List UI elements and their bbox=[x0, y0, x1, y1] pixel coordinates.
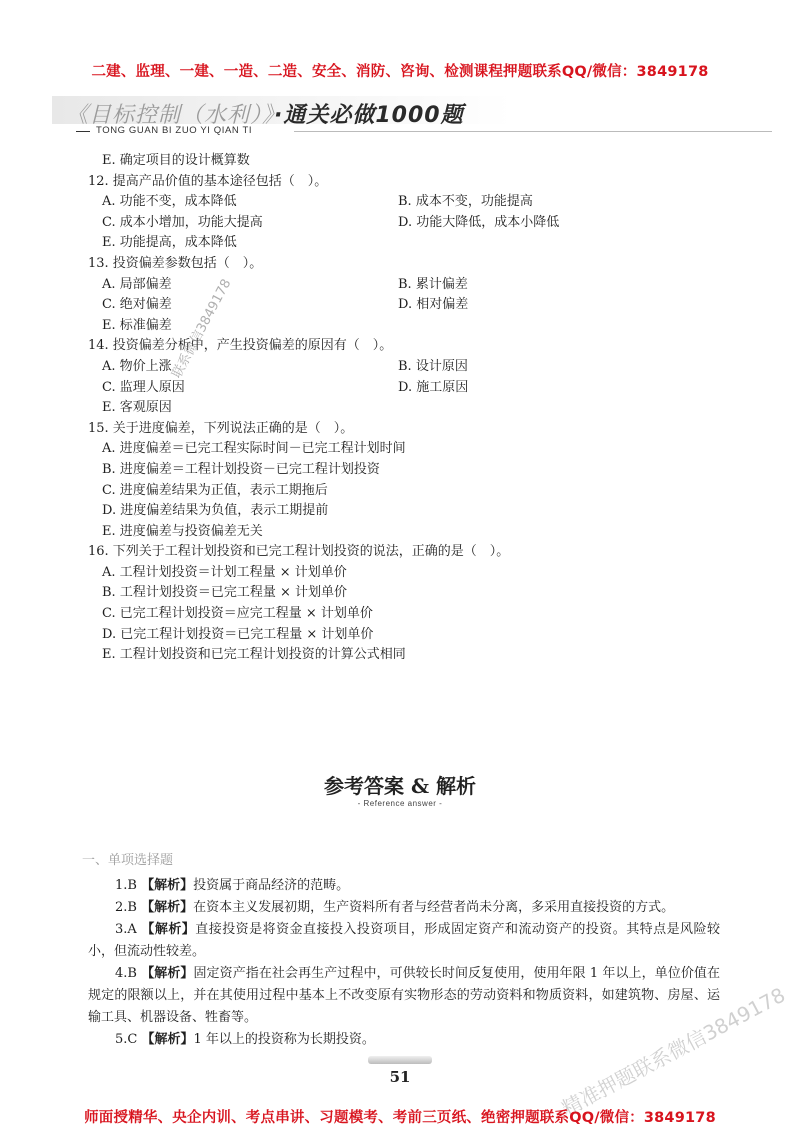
q12-option-a: A. 功能不变，成本降低 bbox=[102, 194, 237, 210]
q15-option-b: B. 进度偏差＝工程计划投资－已完工程计划投资 bbox=[102, 461, 380, 477]
option-row bbox=[88, 481, 748, 502]
answer-item bbox=[88, 919, 720, 963]
answer-item bbox=[88, 1029, 720, 1051]
option-row bbox=[88, 295, 748, 316]
answer-number: 4.B bbox=[115, 966, 137, 981]
answer-text: 固定资产指在社会再生产过程中，可供较长时间反复使用，使用年限 1 年以上，单位价值在规定的限额以上，并在其使用过程中基本上不改变原有实物形态的劳动资料和物质资料，如建筑物、房屋、运输工具、机器设备、牲畜等。 bbox=[88, 966, 720, 1025]
answer-list bbox=[88, 875, 720, 1051]
q15-option-a: A. 进度偏差＝已完工程实际时间－已完工程计划时间 bbox=[102, 441, 406, 457]
option-row bbox=[88, 563, 748, 584]
q14-option-e: E. 客观原因 bbox=[102, 400, 172, 416]
analysis-tag: 【解析】 bbox=[141, 922, 196, 937]
answer-number: 2.B bbox=[115, 900, 137, 915]
q14-option-a: A. 物价上涨 bbox=[102, 358, 172, 374]
answer-number: 1.B bbox=[115, 878, 137, 893]
book-title-pinyin: TONG GUAN BI ZUO YI QIAN TI bbox=[96, 125, 253, 136]
option-row bbox=[88, 439, 748, 460]
option-row bbox=[88, 625, 748, 646]
book-title-prefix: 《目标控制（水利）》 bbox=[66, 103, 275, 128]
option-row bbox=[88, 501, 748, 522]
q14-stem: 14. 投资偏差分析中，产生投资偏差的原因有（ ）。 bbox=[88, 338, 393, 354]
promo-banner-bottom: 师面授精华、央企内训、考点串讲、习题模考、考前三页纸、绝密押题联系QQ/微信：3849178 bbox=[84, 1110, 716, 1126]
q16-stem: 16. 下列关于工程计划投资和已完工程计划投资的说法，正确的是（ ）。 bbox=[88, 544, 510, 560]
analysis-tag: 【解析】 bbox=[141, 900, 194, 915]
question-list bbox=[88, 151, 748, 666]
option-row bbox=[88, 645, 748, 666]
q12-option-e: E. 功能提高，成本降低 bbox=[102, 235, 237, 251]
watermark-diagonal-large: 精准押题联系微信3849178 bbox=[557, 982, 790, 1121]
q12-option-b: B. 成本不变，功能提高 bbox=[398, 194, 533, 210]
answer-text: 直接投资是将资金直接投入投资项目，形成固定资产和流动资产的投资。其特点是风险较小，但流动性较差。 bbox=[88, 922, 720, 959]
q16-option-e: E. 工程计划投资和已完工程计划投资的计算公式相同 bbox=[102, 647, 406, 663]
q13-option-d: D. 相对偏差 bbox=[398, 297, 469, 313]
answer-item bbox=[88, 875, 720, 897]
answer-item bbox=[88, 963, 720, 1029]
page-number: 51 bbox=[389, 1068, 411, 1086]
q12-option-c: C. 成本小增加，功能大提高 bbox=[102, 214, 263, 230]
q16-option-b: B. 工程计划投资＝已完工程量 × 计划单价 bbox=[102, 585, 347, 601]
q16-option-d: D. 已完工程计划投资＝已完工程量 × 计划单价 bbox=[102, 626, 374, 642]
answer-text: 在资本主义发展初期，生产资料所有者与经营者尚未分离，多采用直接投资的方式。 bbox=[193, 900, 675, 915]
q14-option-b: B. 设计原因 bbox=[398, 358, 468, 374]
answer-number: 3.A bbox=[115, 922, 137, 937]
option-row bbox=[88, 604, 748, 625]
single-choice-section-label: 一、单项选择题 bbox=[82, 853, 174, 868]
q15-option-e: E. 进度偏差与投资偏差无关 bbox=[102, 523, 263, 539]
q11-option-e: E. 确定项目的设计概算数 bbox=[102, 153, 250, 168]
analysis-tag: 【解析】 bbox=[141, 966, 194, 981]
book-header bbox=[52, 96, 772, 140]
header-rule-right bbox=[294, 131, 772, 132]
answer-section-subtitle: - Reference answer - bbox=[357, 799, 443, 808]
q13-option-e: E. 标准偏差 bbox=[102, 317, 172, 333]
book-title-suffix: ·通关必做1000题 bbox=[274, 103, 464, 128]
q13-option-a: A. 局部偏差 bbox=[102, 276, 172, 292]
answer-text: 投资属于商品经济的范畴。 bbox=[193, 878, 350, 893]
header-rule-left bbox=[76, 131, 90, 132]
answer-section-title: 参考答案 & 解析 bbox=[324, 774, 476, 798]
promo-banner-top: 二建、监理、一建、一造、二造、安全、消防、咨询、检测课程押题联系QQ/微信：3849178 bbox=[91, 64, 709, 80]
q15-option-d: D. 进度偏差结果为负值，表示工期提前 bbox=[102, 503, 329, 519]
answer-number: 5.C bbox=[115, 1032, 138, 1047]
analysis-tag: 【解析】 bbox=[141, 1032, 194, 1047]
option-row bbox=[88, 522, 748, 543]
q13-option-b: B. 累计偏差 bbox=[398, 276, 468, 292]
q14-option-c: C. 监理人原因 bbox=[102, 379, 185, 395]
q12-option-d: D. 功能大降低，成本小降低 bbox=[398, 214, 560, 230]
option-row bbox=[88, 398, 748, 419]
option-row bbox=[88, 192, 748, 213]
option-row bbox=[88, 583, 748, 604]
q16-option-a: A. 工程计划投资＝计划工程量 × 计划单价 bbox=[102, 564, 347, 580]
q15-option-c: C. 进度偏差结果为正值，表示工期拖后 bbox=[102, 482, 328, 498]
q15-stem: 15. 关于进度偏差，下列说法正确的是（ ）。 bbox=[88, 420, 354, 436]
answer-item bbox=[88, 897, 720, 919]
page-number-ornament bbox=[368, 1056, 432, 1064]
option-row bbox=[88, 233, 748, 254]
option-row bbox=[88, 460, 748, 481]
option-row bbox=[88, 151, 748, 172]
option-row bbox=[88, 213, 748, 234]
answer-text: 1 年以上的投资称为长期投资。 bbox=[193, 1032, 375, 1047]
q13-option-c: C. 绝对偏差 bbox=[102, 297, 172, 313]
option-row bbox=[88, 275, 748, 296]
watermark-diagonal-small: 联系微信3849178 bbox=[169, 276, 235, 381]
option-row bbox=[88, 378, 748, 399]
q13-stem: 13. 投资偏差参数包括（ ）。 bbox=[88, 255, 263, 271]
analysis-tag: 【解析】 bbox=[141, 878, 194, 893]
q16-option-c: C. 已完工程计划投资＝应完工程量 × 计划单价 bbox=[102, 606, 373, 622]
q14-option-d: D. 施工原因 bbox=[398, 379, 469, 395]
q12-stem: 12. 提高产品价值的基本途径包括（ ）。 bbox=[88, 173, 328, 189]
